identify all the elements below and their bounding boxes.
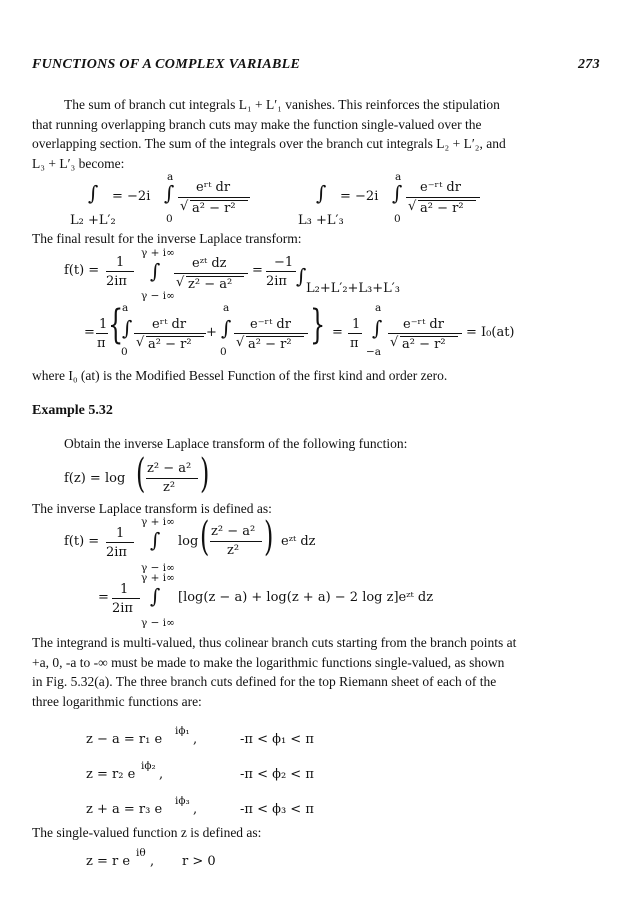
branch-cut-exponent: iϕ₃ — [175, 795, 190, 807]
numerator: eᶻᵗ dz — [192, 256, 227, 271]
integral-sign: ∫ — [150, 584, 161, 608]
sqrt-sign: √ — [136, 335, 145, 350]
equals-minus-2i: = −2i — [112, 189, 151, 204]
integral-sign: ∫ — [392, 181, 403, 205]
denominator: 2iπ — [106, 545, 127, 560]
denominator: z² — [163, 480, 176, 495]
paragraph-line: The single-valued function z is defined as: — [32, 825, 262, 840]
fraction-bar — [106, 271, 134, 272]
left-paren: ( — [136, 451, 146, 497]
integral-subscript: L₂+L′₂+L₃+L′₃ — [306, 281, 400, 296]
running-title: FUNCTIONS OF A COMPLEX VARIABLE — [32, 57, 301, 72]
fraction-bar — [388, 333, 462, 334]
right-paren: ) — [200, 451, 210, 497]
paragraph-line: The final result for the inverse Laplace transform: — [32, 231, 302, 246]
comma: , — [150, 854, 155, 869]
lower-limit: γ − i∞ — [141, 290, 175, 302]
radicand: a² − r² — [420, 201, 464, 216]
radicand: a² − r² — [402, 337, 446, 352]
equals: = — [252, 263, 263, 278]
comma: , — [193, 802, 198, 817]
comma: , — [159, 767, 164, 782]
numerator: e⁻ʳᵗ dr — [420, 180, 461, 195]
paragraph-line: +a, 0, -a to -∞ must be made to make the logarithmic functions single-valued, as shown — [32, 655, 505, 670]
exponential-term: eᶻᵗ dz — [281, 534, 316, 549]
branch-cut-range: -π < ϕ₃ < π — [240, 802, 314, 817]
fraction-bar — [106, 542, 134, 543]
equals: = — [332, 325, 343, 340]
sqrt-sign: √ — [390, 335, 399, 350]
branch-cut-exponent: iϕ₂ — [141, 760, 156, 772]
paragraph-line: in Fig. 5.32(a). The three branch cuts defined for the top Riemann sheet of each of the — [32, 674, 497, 689]
fraction-bar — [112, 598, 140, 599]
denominator: π — [350, 336, 359, 351]
integral-sign: ∫ — [150, 259, 161, 283]
denominator: 2iπ — [106, 274, 127, 289]
branch-cut-exponent: iϕ₁ — [175, 725, 190, 737]
fraction-bar — [146, 478, 198, 479]
lower-limit: 0 — [166, 213, 173, 225]
fraction-bar — [210, 541, 262, 542]
left-paren: ( — [200, 514, 210, 560]
integral-subscript: L₂ +L′₂ — [70, 213, 116, 228]
paragraph-line: The inverse Laplace transform is defined as: — [32, 501, 272, 516]
denominator: z² — [227, 543, 240, 558]
upper-limit: γ + i∞ — [141, 247, 175, 259]
integral-sign: ∫ — [122, 316, 133, 340]
numerator: z² − a² — [147, 461, 192, 476]
fraction-bar — [348, 333, 362, 334]
integral-sign: ∫ — [296, 264, 307, 288]
fraction-bar — [174, 273, 248, 274]
fraction-bar — [96, 333, 108, 334]
radicand: a² − r² — [192, 201, 236, 216]
integral-sign: ∫ — [88, 181, 99, 205]
paragraph-line: L₃ + L′₃ become: — [32, 156, 125, 171]
numerator: −1 — [274, 255, 294, 270]
denominator: 2iπ — [112, 601, 133, 616]
numerator: eʳᵗ dr — [196, 180, 231, 195]
fraction-bar — [134, 333, 206, 334]
lower-limit: 0 — [220, 346, 227, 358]
log-function: log — [178, 534, 199, 549]
paragraph-line: overlapping section. The sum of the integrals over the branch cut integrals L₂ + L′₂, and — [32, 136, 506, 151]
left-brace: { — [108, 302, 124, 348]
numerator: e⁻ʳᵗ dr — [403, 317, 444, 332]
page-number: 273 — [578, 57, 600, 72]
upper-limit: a — [167, 171, 174, 183]
fraction-bar — [178, 197, 250, 198]
numerator: eʳᵗ dr — [152, 317, 187, 332]
paragraph-line: The integrand is multi-valued, thus colinear branch cuts starting from the branch points at — [32, 635, 517, 650]
right-paren: ) — [264, 514, 274, 560]
integral-sign: ∫ — [372, 316, 383, 340]
radicand: a² − r² — [248, 337, 292, 352]
upper-limit: γ + i∞ — [141, 572, 175, 584]
upper-limit: a — [122, 302, 129, 314]
equals: = — [84, 325, 95, 340]
sqrt-sign: √ — [408, 199, 417, 214]
paragraph-line: The sum of branch cut integrals L₁ + L′₁ vanishes. This reinforces the stipulation — [64, 97, 500, 112]
integral-subscript: L₃ +L′₃ — [298, 213, 344, 228]
lower-limit: −a — [366, 346, 382, 358]
example-heading: Example 5.32 — [32, 403, 113, 418]
paragraph-line: that running overlapping branch cuts may make the function single-valued over the — [32, 117, 482, 132]
plus: + — [206, 325, 217, 340]
numerator: z² − a² — [211, 524, 256, 539]
z-exponent: iθ — [136, 847, 146, 859]
integral-sign: ∫ — [164, 181, 175, 205]
lower-limit: 0 — [121, 346, 128, 358]
radicand: a² − r² — [148, 337, 192, 352]
branch-cut-range: -π < ϕ₂ < π — [240, 767, 314, 782]
integral-sign: ∫ — [316, 181, 327, 205]
lower-limit: γ − i∞ — [141, 617, 175, 629]
upper-limit: a — [375, 302, 382, 314]
radicand: z² − a² — [188, 277, 233, 292]
numerator: 1 — [116, 255, 125, 270]
fraction-bar — [406, 197, 480, 198]
fraction-bar — [266, 271, 296, 272]
denominator: π — [97, 336, 106, 351]
equals-minus-2i: = −2i — [340, 189, 379, 204]
comma: , — [193, 732, 198, 747]
paragraph-line: where I₀ (at) is the Modified Bessel Function of the first kind and order zero. — [32, 368, 448, 383]
integral-sign: ∫ — [150, 528, 161, 552]
numerator: 1 — [116, 526, 125, 541]
fraction-bar — [234, 333, 308, 334]
r-condition: r > 0 — [182, 854, 216, 869]
sqrt-sign: √ — [176, 275, 185, 290]
numerator: 1 — [352, 317, 361, 332]
log-sum-integrand: [log(z − a) + log(z + a) − 2 log z]eᶻᵗ dz — [178, 590, 434, 605]
bessel-result: = I₀(at) — [466, 325, 515, 340]
paragraph-line: three logarithmic functions are: — [32, 694, 202, 709]
integral-sign: ∫ — [221, 316, 232, 340]
lower-limit: 0 — [394, 213, 401, 225]
right-brace: } — [310, 302, 326, 348]
numerator: 1 — [120, 582, 129, 597]
upper-limit: γ + i∞ — [141, 516, 175, 528]
lhs-f-of-t: f(t) = — [64, 263, 100, 278]
equals: = — [98, 590, 109, 605]
lower-limit: γ − i∞ — [141, 562, 175, 574]
upper-limit: a — [395, 171, 402, 183]
lhs-f-of-z: f(z) = log — [64, 471, 126, 486]
sqrt-sign: √ — [180, 199, 189, 214]
branch-cut-lhs: z + a = r₃ e — [86, 802, 163, 817]
sqrt-sign: √ — [236, 335, 245, 350]
branch-cut-lhs: z − a = r₁ e — [86, 732, 163, 747]
branch-cut-lhs: z = r₂ e — [86, 767, 136, 782]
paragraph-line: Obtain the inverse Laplace transform of the following function: — [64, 436, 408, 451]
z-polar-form: z = r e — [86, 854, 131, 869]
lhs-f-of-t: f(t) = — [64, 534, 100, 549]
numerator: 1 — [99, 317, 108, 332]
numerator: e⁻ʳᵗ dr — [250, 317, 291, 332]
upper-limit: a — [223, 302, 230, 314]
denominator: 2iπ — [266, 274, 287, 289]
branch-cut-range: -π < ϕ₁ < π — [240, 732, 314, 747]
